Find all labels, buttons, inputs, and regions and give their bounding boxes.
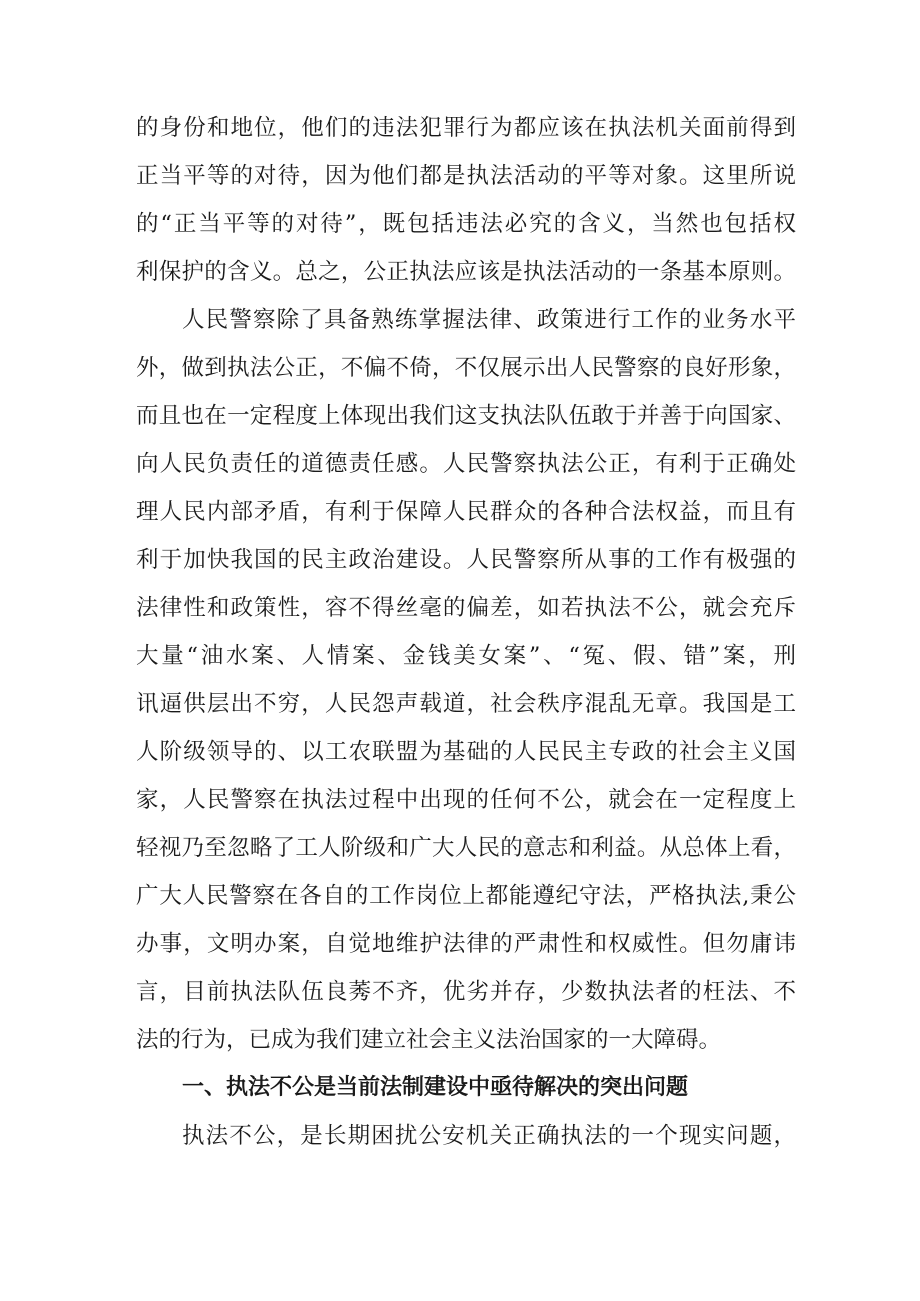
paragraph-line: 向人民负责任的道德责任感。人民警察执法公正，有利于正确处 [136, 451, 796, 477]
paragraph-line: 利保护的含义。总之，公正执法应该是执法活动的一条基本原则。 [136, 259, 796, 285]
paragraph-line: 大量“油水案、人情案、金钱美女案”、“冤、假、错”案，刑 [136, 643, 796, 669]
paragraph-line: 广大人民警察在各自的工作岗位上都能遵纪守法，严格执法,秉公 [136, 883, 796, 909]
section-heading: 一、执法不公是当前法制建设中亟待解决的突出问题 [182, 1075, 689, 1100]
paragraph-line: 轻视乃至忽略了工人阶级和广大人民的意志和利益。从总体上看， [136, 835, 796, 861]
paragraph-line: 执法不公，是长期困扰公安机关正确执法的一个现实问题， [182, 1123, 796, 1149]
paragraph-line: 的身份和地位，他们的违法犯罪行为都应该在执法机关面前得到 [136, 115, 796, 141]
paragraph-line: 理人民内部矛盾，有利于保障人民群众的各种合法权益，而且有 [136, 499, 796, 525]
paragraph-line: 言，目前执法队伍良莠不齐，优劣并存，少数执法者的枉法、不 [136, 979, 796, 1005]
paragraph-line: 办事，文明办案，自觉地维护法律的严肃性和权威性。但勿庸讳 [136, 931, 796, 957]
paragraph-line: 法的行为，已成为我们建立社会主义法治国家的一大障碍。 [136, 1027, 722, 1053]
paragraph-line: 利于加快我国的民主政治建设。人民警察所从事的工作有极强的 [136, 547, 796, 573]
paragraph-line: 法律性和政策性，容不得丝毫的偏差，如若执法不公，就会充斥 [136, 595, 796, 621]
paragraph-line: 的“正当平等的对待”，既包括违法必究的含义，当然也包括权 [136, 211, 796, 237]
paragraph-line: 正当平等的对待，因为他们都是执法活动的平等对象。这里所说 [136, 163, 796, 189]
paragraph-line: 人民警察除了具备熟练掌握法律、政策进行工作的业务水平 [182, 307, 796, 333]
paragraph-line: 而且也在一定程度上体现出我们这支执法队伍敢于并善于向国家、 [136, 403, 796, 429]
paragraph-line: 人阶级领导的、以工农联盟为基础的人民民主专政的社会主义国 [136, 739, 796, 765]
paragraph-line: 外，做到执法公正，不偏不倚，不仅展示出人民警察的良好形象， [136, 355, 796, 381]
paragraph-line: 讯逼供层出不穷，人民怨声载道，社会秩序混乱无章。我国是工 [136, 691, 796, 717]
paragraph-line: 家，人民警察在执法过程中出现的任何不公，就会在一定程度上 [136, 787, 796, 813]
